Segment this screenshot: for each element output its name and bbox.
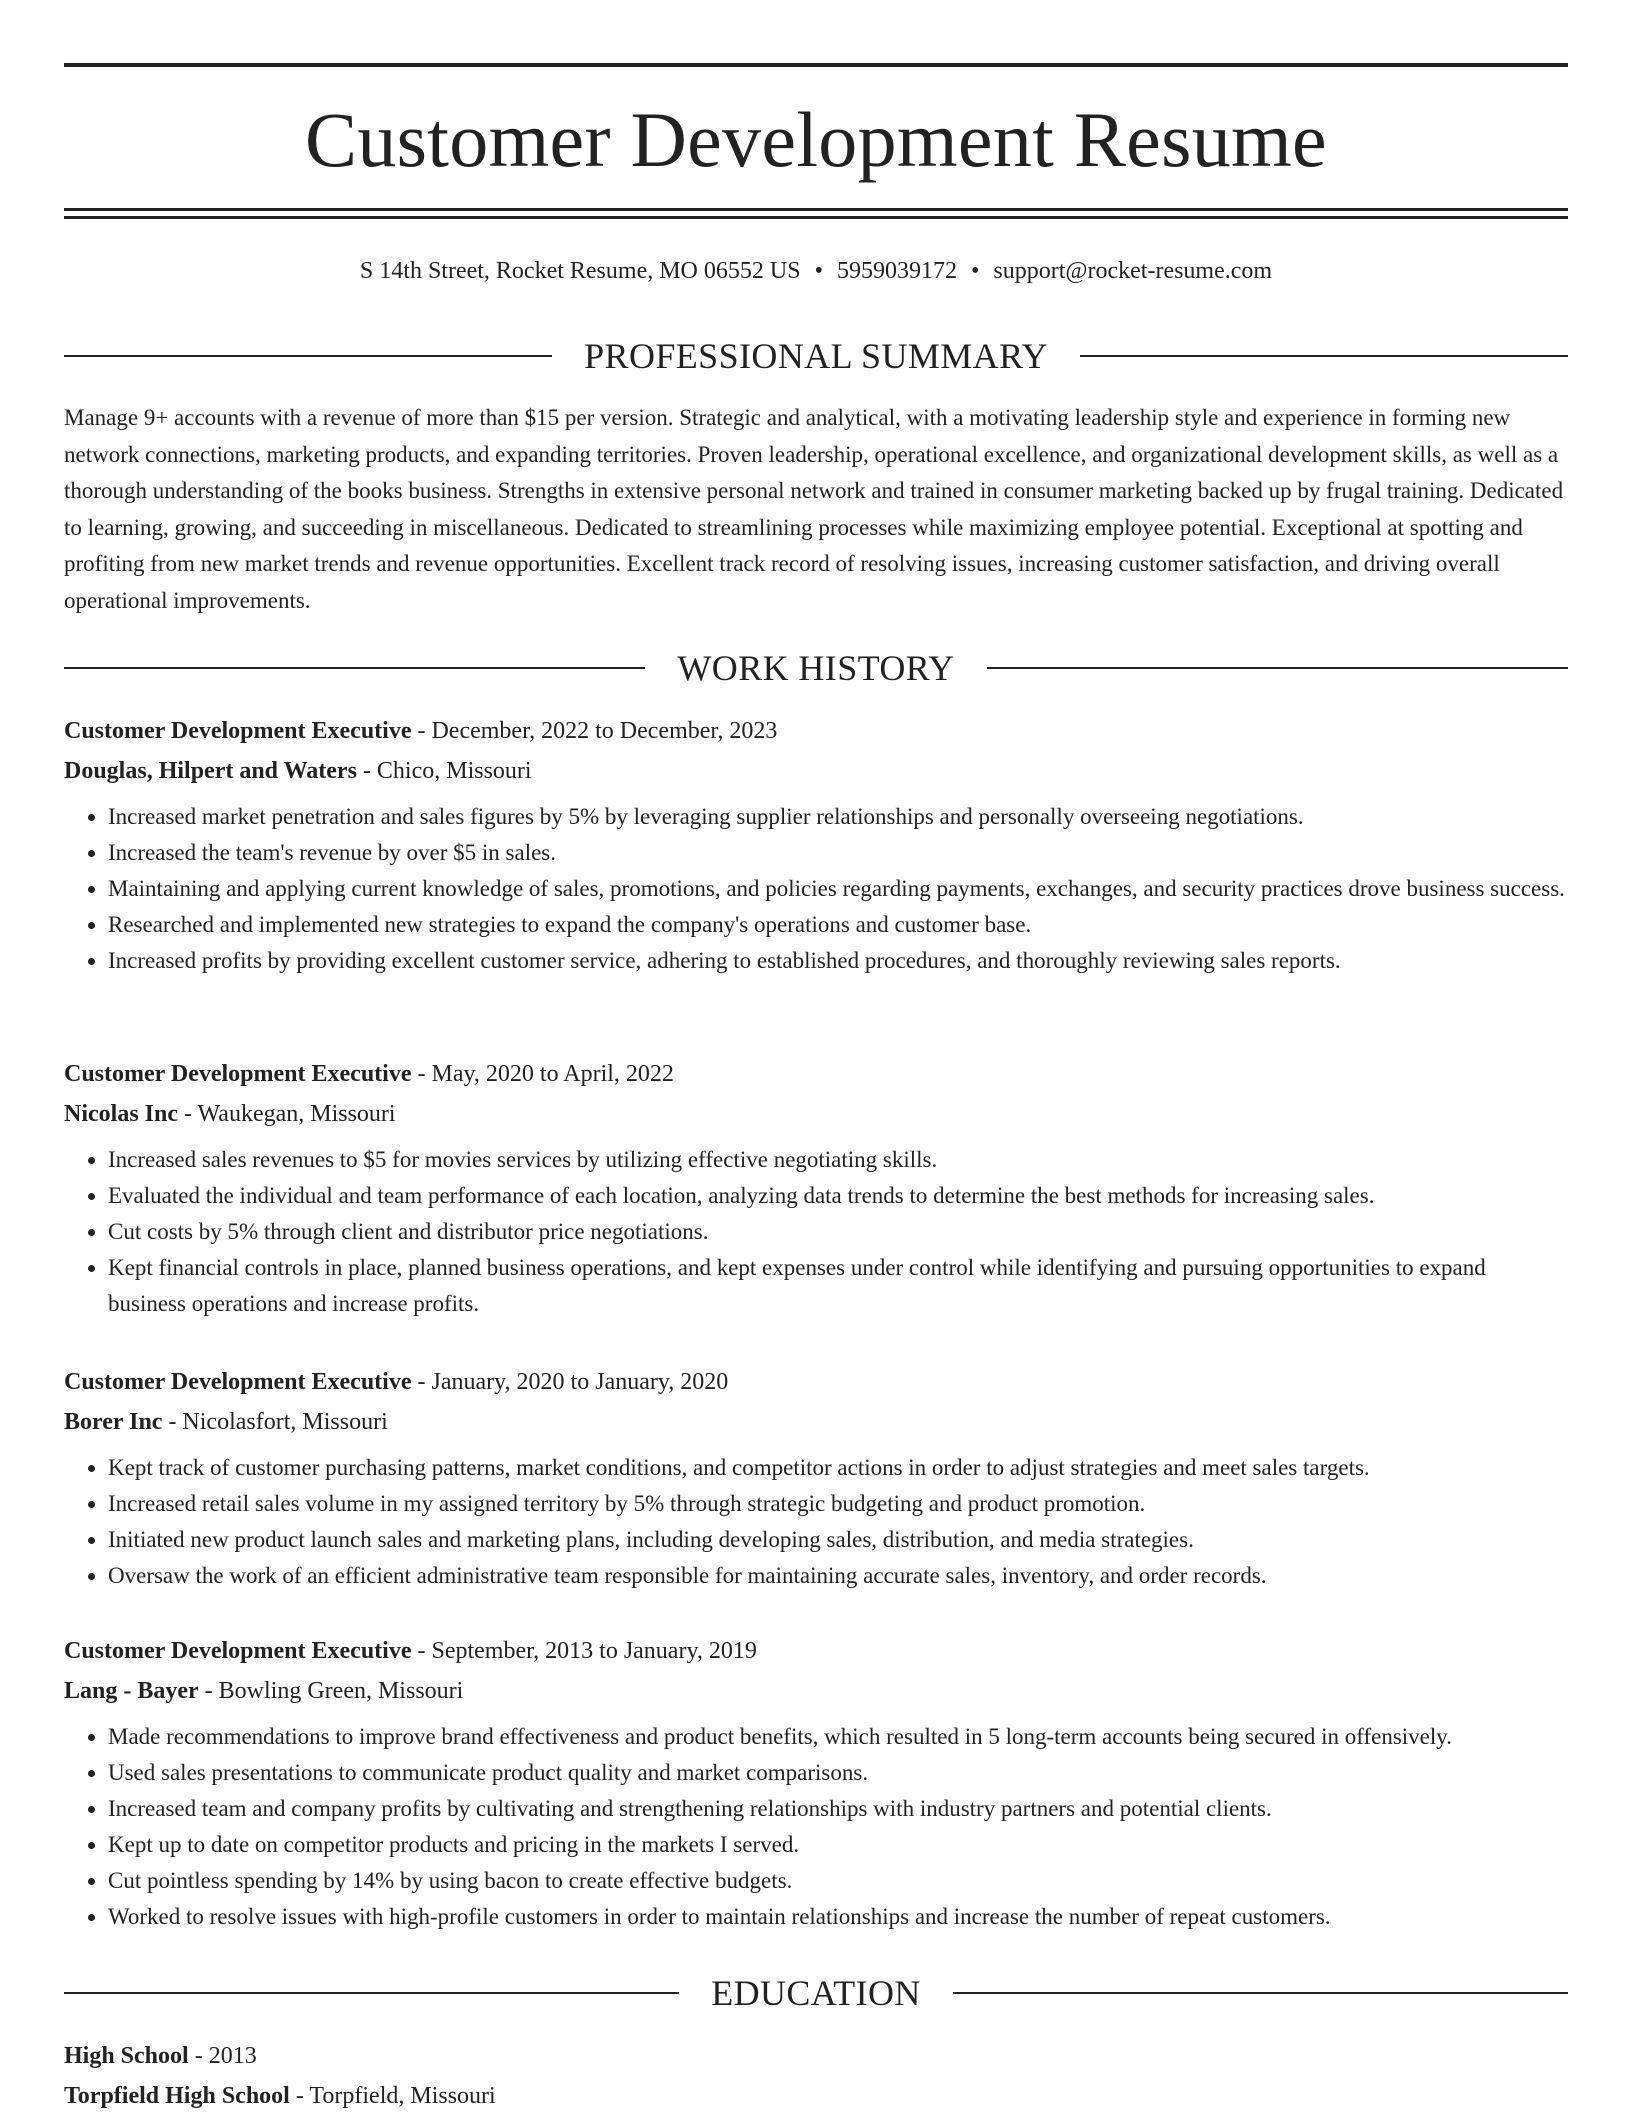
- education-school-line: [64, 2076, 1568, 2116]
- job-dates: - December, 2022 to December, 2023: [417, 718, 778, 744]
- contact-email: support@rocket-resume.com: [993, 258, 1273, 284]
- job-bullet: • Oversaw the work of an efficient administrative team responsible for maintaining accurate sales, inventory, and order records.: [108, 1558, 1568, 1594]
- job-company: Borer Inc: [64, 1409, 163, 1435]
- education-entry: [64, 2036, 1568, 2116]
- job-bullets: [64, 1142, 1568, 1322]
- work-history-heading: [64, 648, 1568, 688]
- job-title: Customer Development Executive: [64, 1638, 412, 1664]
- summary-heading-label: PROFESSIONAL SUMMARY: [584, 336, 1048, 376]
- job-bullet: • Kept track of customer purchasing patterns, market conditions, and competitor actions in order to adjust strategies and meet sales targets.: [108, 1450, 1568, 1486]
- job-bullets: [64, 799, 1568, 979]
- job-title-line: [64, 1631, 1568, 1671]
- education-location: - Torpfield, Missouri: [295, 2083, 496, 2109]
- job-bullet: • Kept up to date on competitor products and pricing in the markets I served.: [108, 1827, 1568, 1863]
- education-heading-label: EDUCATION: [711, 1973, 921, 2013]
- job-bullet: • Kept financial controls in place, planned business operations, and kept expenses under control while identifying and pursuing opportunities to expand business operations and increase profits.: [108, 1250, 1568, 1322]
- heading-rule-left: [64, 667, 645, 669]
- job-bullet: • Cut costs by 5% through client and distributor price negotiations.: [108, 1214, 1568, 1250]
- job-location: - Waukegan, Missouri: [184, 1101, 396, 1127]
- contact-separator: •: [970, 258, 980, 284]
- title-rule-upper: [64, 208, 1568, 211]
- job-bullet: • Worked to resolve issues with high-profile customers in order to maintain relationships and increase the number of repeat customers.: [108, 1899, 1568, 1935]
- job-bullet: • Used sales presentations to communicate product quality and market comparisons.: [108, 1755, 1568, 1791]
- heading-rule-left: [64, 355, 552, 357]
- job-dates: - January, 2020 to January, 2020: [417, 1369, 729, 1395]
- job-company: Lang - Bayer: [64, 1678, 199, 1704]
- job-company-line: [64, 1671, 1568, 1711]
- job-company-line: [64, 1094, 1568, 1134]
- job-location: - Nicolasfort, Missouri: [168, 1409, 388, 1435]
- job-bullet: • Increased retail sales volume in my assigned territory by 5% through strategic budgeting and product promotion.: [108, 1486, 1568, 1522]
- job-bullet: • Increased team and company profits by cultivating and strengthening relationships with industry partners and potential clients.: [108, 1791, 1568, 1827]
- education-school: Torpfield High School: [64, 2083, 290, 2109]
- job-entry: [64, 1362, 1568, 1594]
- heading-rule-right: [953, 1992, 1568, 1994]
- education-degree-line: [64, 2036, 1568, 2076]
- job-entry: [64, 1631, 1568, 1935]
- job-entry: [64, 711, 1568, 979]
- job-company: Nicolas Inc: [64, 1101, 178, 1127]
- education-degree: High School: [64, 2043, 189, 2069]
- job-bullets: [64, 1719, 1568, 1935]
- job-bullet: • Maintaining and applying current knowledge of sales, promotions, and policies regarding payments, exchanges, and security practices drove business success.: [108, 871, 1568, 907]
- heading-rule-left: [64, 1992, 679, 1994]
- job-bullet: • Increased sales revenues to $5 for movies services by utilizing effective negotiating skills.: [108, 1142, 1568, 1178]
- job-bullets: [64, 1450, 1568, 1594]
- title-rule-lower: [64, 216, 1568, 219]
- summary-heading: [64, 336, 1568, 376]
- job-location: - Chico, Missouri: [362, 758, 532, 784]
- heading-rule-right: [1080, 355, 1568, 357]
- job-title-line: [64, 711, 1568, 751]
- job-bullet: • Increased market penetration and sales figures by 5% by leveraging supplier relationships and personally overseeing negotiations.: [108, 799, 1568, 835]
- education-year: - 2013: [194, 2043, 257, 2069]
- job-bullet: • Cut pointless spending by 14% by using bacon to create effective budgets.: [108, 1863, 1568, 1899]
- job-location: - Bowling Green, Missouri: [204, 1678, 464, 1704]
- job-title-line: [64, 1362, 1568, 1402]
- resume-title: Customer Development Resume: [305, 96, 1327, 183]
- job-bullet: • Initiated new product launch sales and marketing plans, including developing sales, distribution, and media strategies.: [108, 1522, 1568, 1558]
- job-bullet: • Increased profits by providing excellent customer service, adhering to established procedures, and thoroughly reviewing sales reports.: [108, 943, 1568, 979]
- contact-line: [64, 254, 1568, 288]
- job-title-line: [64, 1054, 1568, 1094]
- job-bullet: • Made recommendations to improve brand effectiveness and product benefits, which resulted in 5 long-term accounts being secured in offensively.: [108, 1719, 1568, 1755]
- contact-address: S 14th Street, Rocket Resume, MO 06552 US: [359, 258, 801, 284]
- job-company-line: [64, 1402, 1568, 1442]
- job-title: Customer Development Executive: [64, 1369, 412, 1395]
- top-rule: [64, 63, 1568, 67]
- job-entry: [64, 1054, 1568, 1322]
- job-title: Customer Development Executive: [64, 1061, 412, 1087]
- job-dates: - May, 2020 to April, 2022: [417, 1061, 674, 1087]
- education-heading: [64, 1973, 1568, 2013]
- job-title: Customer Development Executive: [64, 718, 412, 744]
- contact-phone: 5959039172: [836, 258, 957, 284]
- job-dates: - September, 2013 to January, 2019: [417, 1638, 757, 1664]
- contact-separator: •: [814, 258, 823, 284]
- work-history-heading-label: WORK HISTORY: [677, 648, 955, 688]
- summary-text: Manage 9+ accounts with a revenue of more than $15 per version. Strategic and analytical, with a motivating leadership style and experience in forming new network connections, marketing products, and expanding territories. Proven leadership, operational excellence, and organizational development skills, as well as a thorough understanding of the books business. Strengths in extensive personal network and trained in consumer marketing backed up by frugal training. Dedicated to learning, growing, and succeeding in miscellaneous. Dedicated to streamlining processes while maximizing employee potential. Exceptional at spotting and profiting from new market trends and revenue opportunities. Excellent track record of resolving issues, increasing customer satisfaction, and driving overall operational improvements.: [64, 405, 1564, 613]
- job-company: Douglas, Hilpert and Waters: [64, 758, 357, 784]
- job-bullet: • Increased the team's revenue by over $5 in sales.: [108, 835, 1568, 871]
- job-company-line: [64, 751, 1568, 791]
- job-bullet: • Researched and implemented new strategies to expand the company's operations and customer base.: [108, 907, 1568, 943]
- heading-rule-right: [987, 667, 1568, 669]
- job-bullet: • Evaluated the individual and team performance of each location, analyzing data trends to determine the best methods for increasing sales.: [108, 1178, 1568, 1214]
